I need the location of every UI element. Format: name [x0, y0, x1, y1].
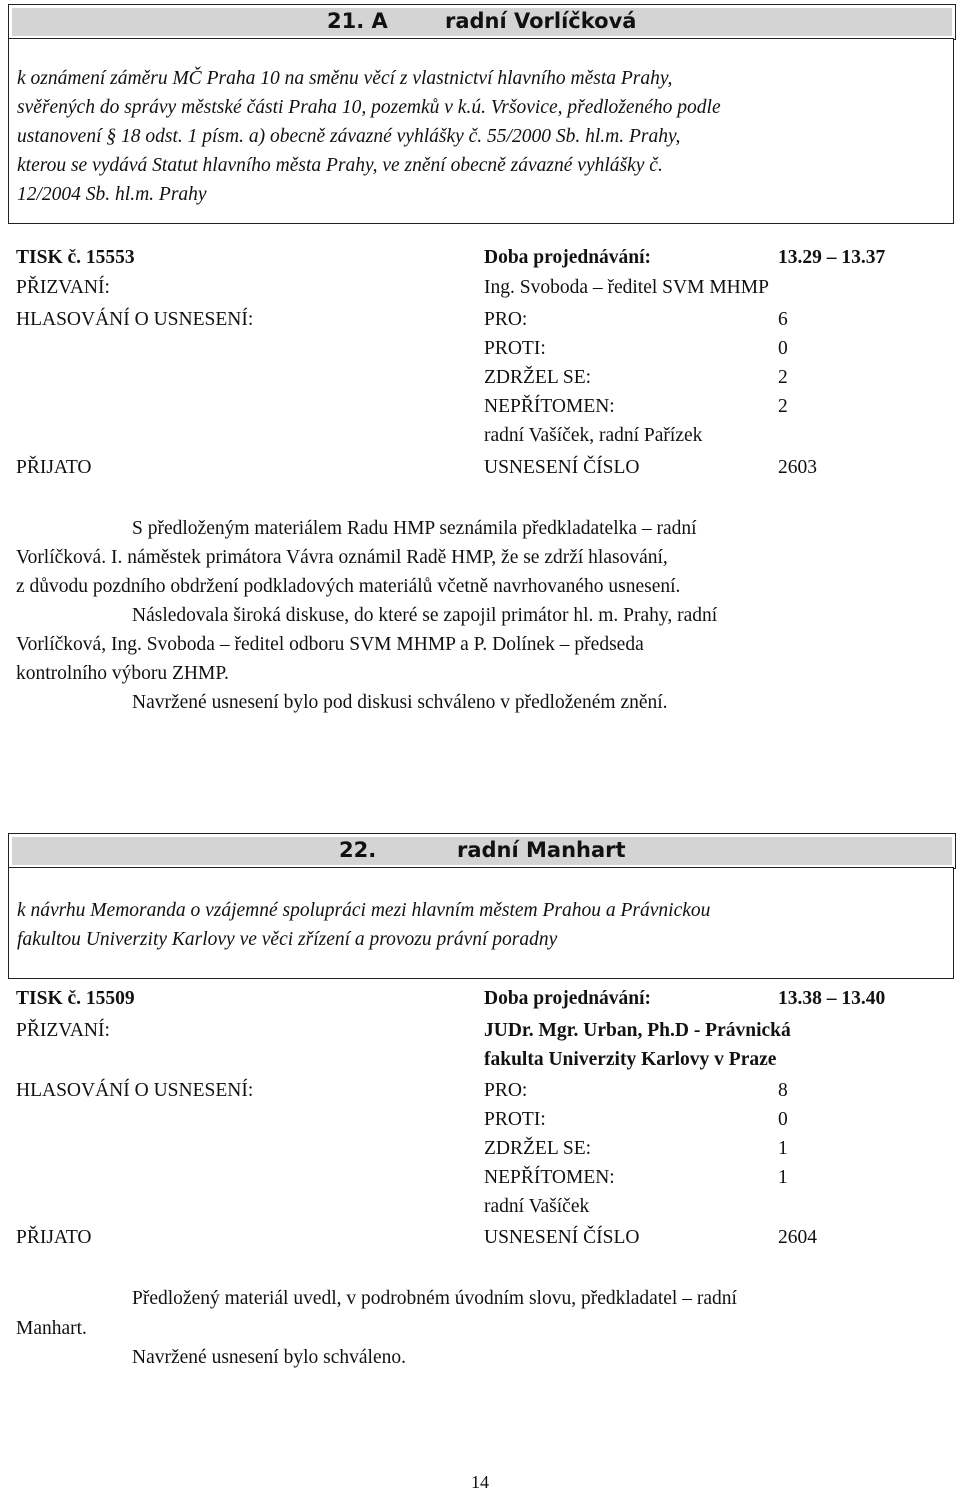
vote-label: ZDRŽEL SE:: [484, 367, 592, 388]
item21-body-line: Vorlíčková. I. náměstek primátora Vávra oznámil Radě HMP, že se zdrží hlasování,: [16, 547, 668, 568]
item21-body-line: Vorlíčková, Ing. Svoboda – ředitel odboru SVM MHMP a P. Dolínek – předseda: [16, 634, 644, 655]
item21-result: PŘIJATO: [16, 457, 92, 478]
vote-value: 2: [778, 367, 788, 388]
item21-header: [8, 4, 956, 40]
subject-line: svěřených do správy městské části Praha 10, pozemků v k.ú. Vršovice, předloženého podle: [17, 97, 721, 118]
vote-value: 1: [778, 1138, 788, 1159]
item22-prizvani-value: JUDr. Mgr. Urban, Ph.D - Právnická: [484, 1020, 791, 1041]
item21-absent-names: radní Vašíček, radní Pařízek: [484, 425, 703, 446]
item22-header: [8, 833, 956, 869]
vote-label: NEPŘÍTOMEN:: [484, 396, 615, 417]
vote-label: PRO:: [484, 1080, 528, 1101]
item21-body-line: z důvodu pozdního obdržení podkladových materiálů včetně navrhovaného usnesení.: [16, 576, 681, 597]
item22-prizvani-label: PŘIZVANÍ:: [16, 1020, 110, 1041]
vote-value: 8: [778, 1080, 788, 1101]
item21-usneseni-number: 2603: [778, 457, 817, 478]
item21-prizvani-label: PŘIZVANÍ:: [16, 277, 110, 298]
subject-line: 12/2004 Sb. hl.m. Prahy: [17, 184, 207, 205]
vote-value: 2: [778, 396, 788, 417]
item21-prizvani-value: Ing. Svoboda – ředitel SVM MHMP: [484, 277, 769, 298]
item22-doba-value: 13.38 – 13.40: [778, 988, 886, 1009]
subject-line: k oznámení záměru MČ Praha 10 na směnu věcí z vlastnictví hlavního města Prahy,: [17, 68, 673, 89]
item22-doba-label: Doba projednávání:: [484, 988, 652, 1009]
vote-label: ZDRŽEL SE:: [484, 1138, 592, 1159]
item22-usneseni-label: USNESENÍ ČÍSLO: [484, 1227, 640, 1248]
item21-councillor: radní Vorlíčková: [445, 9, 637, 33]
vote-value: 6: [778, 309, 788, 330]
subject-line: kterou se vydává Statut hlavního města Prahy, ve znění obecně závazné vyhlášky č.: [17, 155, 663, 176]
item22-absent-names: radní Vašíček: [484, 1196, 590, 1217]
item21-hlasovani-label: HLASOVÁNÍ O USNESENÍ:: [16, 309, 254, 330]
vote-label: PRO:: [484, 309, 528, 330]
item22-body-line: Manhart.: [16, 1318, 87, 1339]
item22-tisk: TISK č. 15509: [16, 988, 135, 1009]
item21-doba-label: Doba projednávání:: [484, 247, 652, 268]
vote-value: 1: [778, 1167, 788, 1188]
item22-subject: [8, 867, 954, 979]
item21-doba-value: 13.29 – 13.37: [778, 247, 886, 268]
item21-number: 21. A: [327, 9, 388, 33]
item21-usneseni-label: USNESENÍ ČÍSLO: [484, 457, 640, 478]
item21-subject: [8, 38, 954, 224]
item22-usneseni-number: 2604: [778, 1227, 817, 1248]
item21-body-line: S předloženým materiálem Radu HMP seznámila předkladatelka – radní: [132, 518, 697, 539]
page-number: 14: [471, 1472, 489, 1492]
item22-body-line: Navržené usnesení bylo schváleno.: [132, 1347, 406, 1368]
item22-councillor: radní Manhart: [457, 838, 626, 862]
item22-hlasovani-label: HLASOVÁNÍ O USNESENÍ:: [16, 1080, 254, 1101]
vote-label: NEPŘÍTOMEN:: [484, 1167, 615, 1188]
item21-body-line: Následovala široká diskuse, do které se zapojil primátor hl. m. Prahy, radní: [132, 605, 718, 626]
item21-body-line: kontrolního výboru ZHMP.: [16, 663, 229, 684]
vote-label: PROTI:: [484, 1109, 546, 1130]
subject-line: fakultou Univerzity Karlovy ve věci zřízení a provozu právní poradny: [17, 929, 558, 950]
vote-value: 0: [778, 1109, 788, 1130]
item21-tisk: TISK č. 15553: [16, 247, 135, 268]
subject-line: k návrhu Memoranda o vzájemné spolupráci mezi hlavním městem Prahou a Právnickou: [17, 900, 711, 921]
vote-value: 0: [778, 338, 788, 359]
item22-prizvani-value: fakulta Univerzity Karlovy v Praze: [484, 1049, 777, 1070]
item21-body-line: Navržené usnesení bylo pod diskusi schváleno v předloženém znění.: [132, 692, 668, 713]
item22-result: PŘIJATO: [16, 1227, 92, 1248]
subject-line: ustanovení § 18 odst. 1 písm. a) obecně závazné vyhlášky č. 55/2000 Sb. hl.m. Prahy,: [17, 126, 681, 147]
item22-body-line: Předložený materiál uvedl, v podrobném úvodním slovu, předkladatel – radní: [132, 1288, 737, 1309]
vote-label: PROTI:: [484, 338, 546, 359]
item22-number: 22.: [339, 838, 377, 862]
